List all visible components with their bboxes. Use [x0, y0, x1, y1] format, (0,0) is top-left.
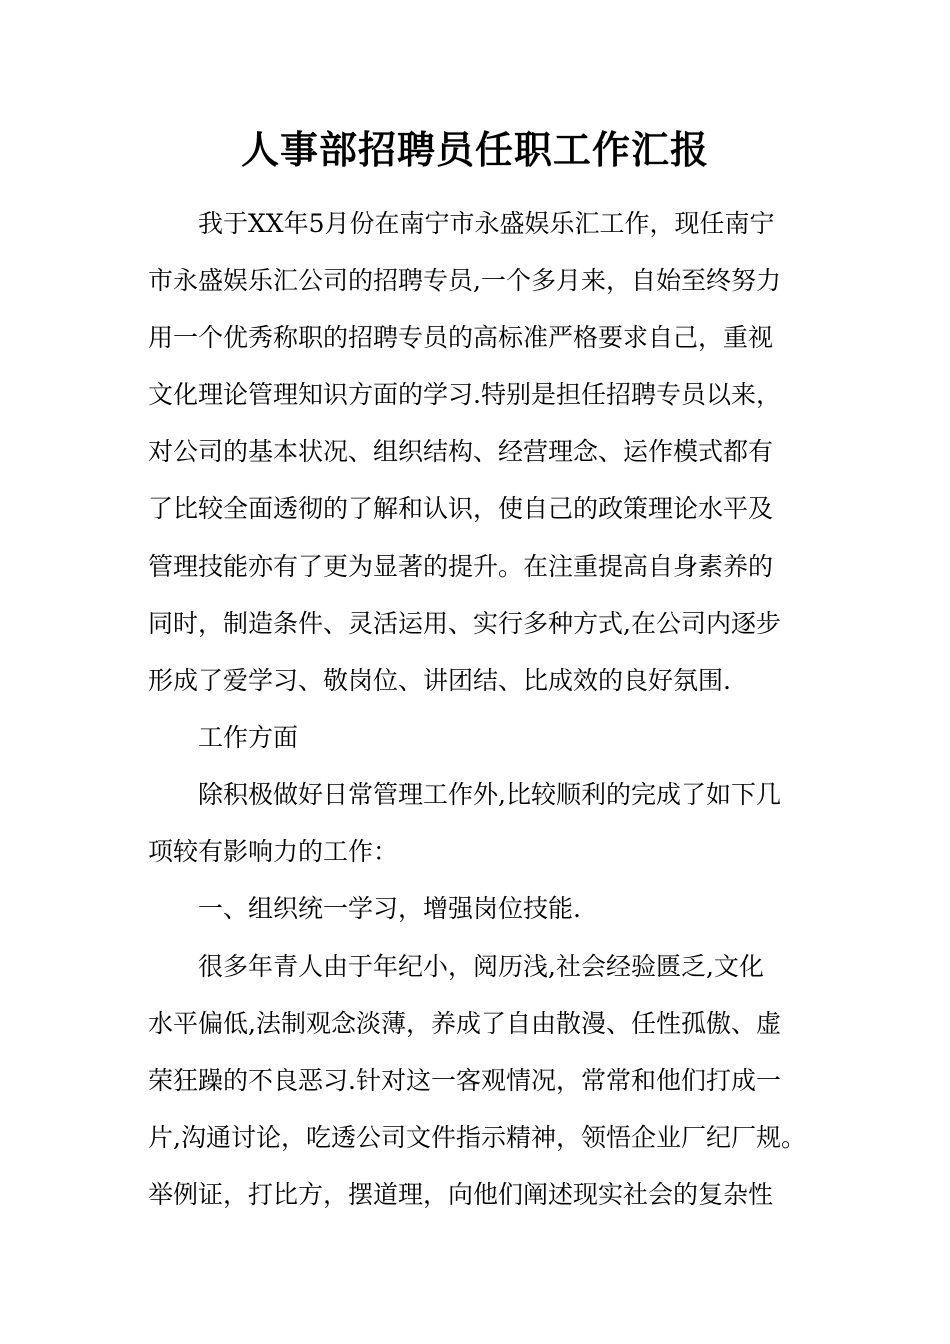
body-line: 我于XX年5月份在南宁市永盛娱乐汇工作，现任南宁: [198, 209, 775, 238]
body-line: 同时，制造条件、灵活运用、实行多种方式,在公司内逐步: [148, 609, 781, 638]
section-heading: 工作方面: [198, 723, 299, 752]
body-line: 对公司的基本状况、组织结构、经营理念、运作模式都有: [148, 437, 774, 466]
body-line: 很多年青人由于年纪小，阅历浅,社会经验匮乏,文化: [198, 952, 764, 981]
body-line: 除积极做好日常管理工作外,比较顺利的完成了如下几: [198, 780, 781, 809]
body-line: 文化理论管理知识方面的学习.特别是担任招聘专员以来，: [148, 380, 781, 409]
body-line: 水平偏低,法制观念淡薄，养成了自由散漫、任性孤傲、虚: [148, 1009, 781, 1038]
body-line: 荣狂躁的不良恶习.针对这一客观情况，常常和他们打成一: [148, 1066, 781, 1095]
document-title: 人事部招聘员任职工作汇报: [240, 128, 709, 172]
body-line: 市永盛娱乐汇公司的招聘专员,一个多月来，自始至终努力: [148, 266, 781, 295]
body-line: 了比较全面透彻的了解和认识，使自己的政策理论水平及: [148, 494, 774, 523]
body-line: 管理技能亦有了更为显著的提升。在注重提高自身素养的: [148, 552, 774, 581]
body-line: 片,沟通讨论，吃透公司文件指示精神，领悟企业厂纪厂规。: [148, 1123, 806, 1152]
body-line: 项较有影响力的工作：: [148, 837, 399, 866]
numbered-heading: 一、组织统一学习，增强岗位技能.: [198, 894, 581, 923]
body-line: 举例证，打比方，摆道理，向他们阐述现实社会的复杂性: [148, 1180, 774, 1209]
body-line: 形成了爱学习、敬岗位、讲团结、比成效的良好氛围.: [148, 666, 731, 695]
body-line: 用一个优秀称职的招聘专员的高标准严格要求自己，重视: [148, 323, 774, 352]
